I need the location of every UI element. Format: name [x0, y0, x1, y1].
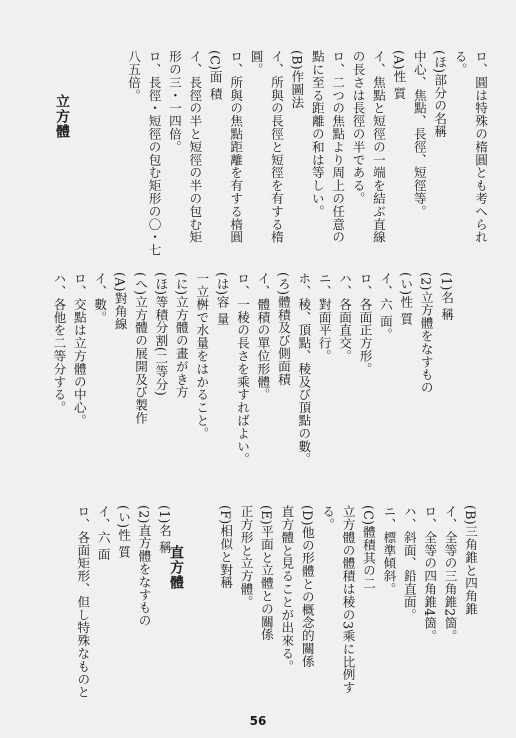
text-column-right-upper: ロ、圓は特殊の楕圓とも考へられ る。 (ほ)部分の名稱 中心、焦點、長徑、短徑等。 (A)性 質 イ、焦點と短徑の一端を結ぶ直線 の長さは長徑の半である。 ロ、二つの焦點より周上の任意の 點に至る距離の和は等しい。 (B)作圖法 イ、所與の長徑と短徑を有する楕 圓。 ロ、所與の焦點距離を有する楕圓 (C)面 積 イ、長徑の半と短徑の半の包む矩 形の三・一四倍。 ロ、長徑・短徑の包む矩形の〇・七 八五倍。	[126, 50, 488, 257]
text-column-middle-upper: (1)名 稱 (2)立方體をなすもの (い)性 質 イ、六 面。 ロ、各面正方形。 ハ、各面直交。 ニ、對面平行。 ホ、稜、頂點、稜及び頂點の數。 (ろ)體積及び側面積 イ、體積の單位形體。 ロ、一稜の長さを乘すればよい。 (は)容 量 一立桝で水量をはかること。 (に)立方體の畫がき方 (ほ)等積分割(二等分) (へ)立方體の展開及び製作 (A)對角線 イ、數。 ロ、交點は立方體の中心。 ハ、各他を二等分する。	[51, 272, 455, 466]
section-heading-cuboid: 直方體	[168, 545, 184, 590]
text-column-left-lower: (B)三角錐と四角錐 イ、全等の三角錐2箇。 ロ、全等の四角錐4箇。 ハ、斜面、鉛直面。 ニ、標準傾斜。 (C)體積其の二 立方體の體積は稜の3乘に比例す る。 (D)他の形體との概念的關係 直方體と見ることが出來る。 (E)平面と立體との關係 正方形と立方體。 (F)相似と對稱 (1)名 稱 (2)直方體をなすもの (い)性 質 イ、六 面 ロ、各面矩形、但し特殊なものと	[75, 505, 478, 699]
page-number: 56	[249, 714, 267, 728]
section-heading-cube: 立方體	[54, 94, 70, 139]
